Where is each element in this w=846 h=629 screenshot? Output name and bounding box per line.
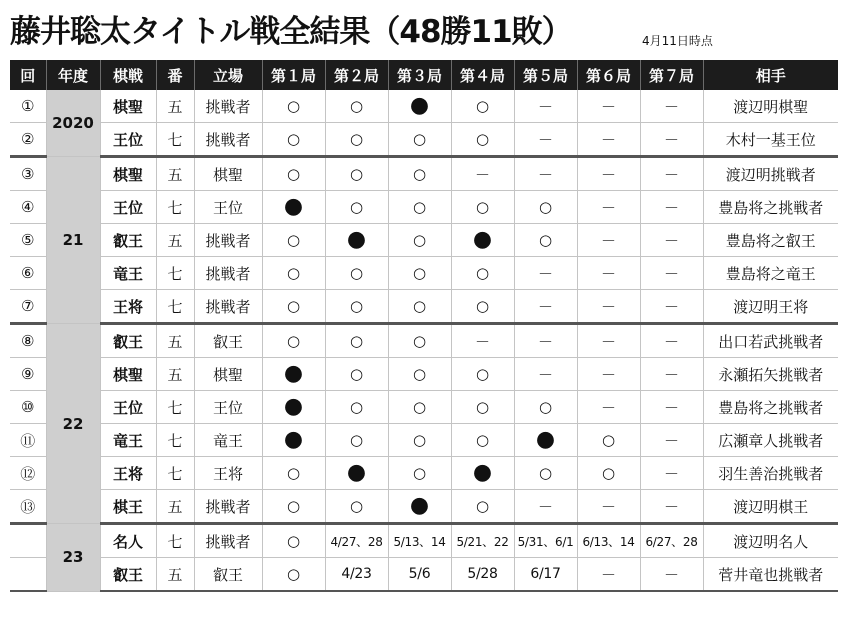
- match-length: 五: [156, 224, 194, 257]
- col-header-game3: 第３局: [388, 60, 451, 90]
- as-of-date: 4月11日時点: [642, 34, 713, 48]
- col-header-kisen: 棋戦: [100, 60, 156, 90]
- match-length: 七: [156, 524, 194, 558]
- round-number: ①: [10, 90, 46, 123]
- opponent-name: 渡辺明王将: [703, 290, 838, 324]
- game-result-game6: －: [577, 558, 640, 592]
- match-length: 七: [156, 290, 194, 324]
- game-result-game6: －: [577, 224, 640, 257]
- match-length: 七: [156, 424, 194, 457]
- game-result-game6: －: [577, 358, 640, 391]
- game-result-game4: ○: [451, 358, 514, 391]
- opponent-name: 渡辺明棋聖: [703, 90, 838, 123]
- round-number: ⑬: [10, 490, 46, 524]
- match-length: 七: [156, 457, 194, 490]
- game-result-game5: －: [514, 490, 577, 524]
- game-result-game5: ○: [514, 191, 577, 224]
- game-result-game3: ○: [388, 391, 451, 424]
- col-header-game2: 第２局: [325, 60, 388, 90]
- game-result-game4: 5/28: [451, 558, 514, 592]
- col-header-game4: 第４局: [451, 60, 514, 90]
- game-result-game3: 5/6: [388, 558, 451, 592]
- game-result-game4: ●: [451, 224, 514, 257]
- table-row: [10, 524, 838, 558]
- game-result-game5: ○: [514, 224, 577, 257]
- role: 王位: [194, 191, 262, 224]
- game-result-game1: ○: [262, 157, 325, 191]
- game-result-game3: ○: [388, 123, 451, 157]
- game-result-game1: ○: [262, 524, 325, 558]
- game-result-game1: ○: [262, 123, 325, 157]
- game-result-game7: －: [640, 558, 703, 592]
- opponent-name: 出口若武挑戦者: [703, 324, 838, 358]
- opponent-name: 渡辺明名人: [703, 524, 838, 558]
- table-row: [10, 558, 838, 592]
- title-bar: [10, 2, 840, 58]
- role: 挑戦者: [194, 490, 262, 524]
- opponent-name: 豊島将之挑戦者: [703, 391, 838, 424]
- year-cell: 2020: [46, 90, 100, 157]
- kisen-name: 名人: [100, 524, 156, 558]
- role: 挑戦者: [194, 123, 262, 157]
- game-result-game6: ○: [577, 424, 640, 457]
- game-result-game2: ○: [325, 157, 388, 191]
- game-result-game6: －: [577, 157, 640, 191]
- game-result-game5: －: [514, 324, 577, 358]
- kisen-name: 王位: [100, 123, 156, 157]
- game-result-game2: ○: [325, 424, 388, 457]
- game-result-game4: ●: [451, 457, 514, 490]
- game-result-game7: －: [640, 424, 703, 457]
- page-title: 藤井聡太タイトル戦全結果（48勝11敗）: [10, 14, 572, 50]
- table-row: [10, 391, 838, 424]
- game-result-game1: ○: [262, 558, 325, 592]
- col-header-ban: 番: [156, 60, 194, 90]
- game-result-game5: －: [514, 290, 577, 324]
- game-result-game7: －: [640, 191, 703, 224]
- match-length: 七: [156, 391, 194, 424]
- game-result-game4: ○: [451, 191, 514, 224]
- game-result-game7: －: [640, 224, 703, 257]
- table-row: [10, 157, 838, 191]
- table-row: [10, 324, 838, 358]
- game-result-game4: ○: [451, 257, 514, 290]
- col-header-game6: 第６局: [577, 60, 640, 90]
- opponent-name: 豊島将之挑戦者: [703, 191, 838, 224]
- role: 叡王: [194, 324, 262, 358]
- opponent-name: 永瀬拓矢挑戦者: [703, 358, 838, 391]
- round-number: ⑫: [10, 457, 46, 490]
- kisen-name: 叡王: [100, 558, 156, 592]
- game-result-game5: －: [514, 257, 577, 290]
- game-result-game1: ●: [262, 358, 325, 391]
- round-number: ④: [10, 191, 46, 224]
- game-result-game3: ○: [388, 324, 451, 358]
- game-result-game1: ●: [262, 191, 325, 224]
- opponent-name: 菅井竜也挑戦者: [703, 558, 838, 592]
- match-length: 五: [156, 157, 194, 191]
- game-result-game6: －: [577, 490, 640, 524]
- game-result-game5: ○: [514, 391, 577, 424]
- kisen-name: 棋聖: [100, 90, 156, 123]
- role: 挑戦者: [194, 90, 262, 123]
- game-result-game6: 6/13、14: [577, 524, 640, 558]
- role: 竜王: [194, 424, 262, 457]
- game-result-game5: 6/17: [514, 558, 577, 592]
- game-result-game5: ○: [514, 457, 577, 490]
- round-number: [10, 558, 46, 592]
- game-result-game2: ○: [325, 324, 388, 358]
- game-result-game2: ○: [325, 191, 388, 224]
- kisen-name: 棋聖: [100, 157, 156, 191]
- game-result-game2: ○: [325, 358, 388, 391]
- game-result-game1: ○: [262, 324, 325, 358]
- table-body: [10, 90, 838, 591]
- table-row: [10, 424, 838, 457]
- game-result-game3: ○: [388, 358, 451, 391]
- game-result-game2: ○: [325, 391, 388, 424]
- kisen-name: 王位: [100, 191, 156, 224]
- role: 挑戦者: [194, 524, 262, 558]
- opponent-name: 広瀬章人挑戦者: [703, 424, 838, 457]
- kisen-name: 王位: [100, 391, 156, 424]
- role: 棋聖: [194, 358, 262, 391]
- game-result-game2: ○: [325, 90, 388, 123]
- game-result-game1: ●: [262, 424, 325, 457]
- game-result-game2: ●: [325, 224, 388, 257]
- match-length: 五: [156, 490, 194, 524]
- role: 棋聖: [194, 157, 262, 191]
- game-result-game1: ○: [262, 457, 325, 490]
- game-result-game6: －: [577, 391, 640, 424]
- round-number: ②: [10, 123, 46, 157]
- game-result-game3: ○: [388, 424, 451, 457]
- game-result-game4: ○: [451, 290, 514, 324]
- year-cell: 23: [46, 524, 100, 592]
- game-result-game2: ○: [325, 290, 388, 324]
- game-result-game1: ○: [262, 490, 325, 524]
- game-result-game1: ○: [262, 290, 325, 324]
- opponent-name: 豊島将之竜王: [703, 257, 838, 290]
- game-result-game6: ○: [577, 457, 640, 490]
- game-result-game3: ○: [388, 257, 451, 290]
- table-row: [10, 224, 838, 257]
- role: 叡王: [194, 558, 262, 592]
- match-length: 五: [156, 358, 194, 391]
- round-number: ⑧: [10, 324, 46, 358]
- game-result-game4: 5/21、22: [451, 524, 514, 558]
- table-header: [10, 60, 838, 90]
- round-number: ⑥: [10, 257, 46, 290]
- kisen-name: 竜王: [100, 424, 156, 457]
- game-result-game7: －: [640, 290, 703, 324]
- game-result-game7: －: [640, 358, 703, 391]
- round-number: ⑨: [10, 358, 46, 391]
- table-row: [10, 358, 838, 391]
- table-row: [10, 123, 838, 157]
- col-header-game5: 第５局: [514, 60, 577, 90]
- game-result-game7: －: [640, 490, 703, 524]
- col-header-year: 年度: [46, 60, 100, 90]
- game-result-game2: 4/27、28: [325, 524, 388, 558]
- game-result-game3: ●: [388, 490, 451, 524]
- col-header-game7: 第７局: [640, 60, 703, 90]
- game-result-game1: ○: [262, 90, 325, 123]
- game-result-game7: －: [640, 157, 703, 191]
- game-result-game7: －: [640, 391, 703, 424]
- opponent-name: 羽生善治挑戦者: [703, 457, 838, 490]
- match-length: 五: [156, 558, 194, 592]
- game-result-game5: 5/31、6/1: [514, 524, 577, 558]
- table-row: [10, 90, 838, 123]
- game-result-game3: ●: [388, 90, 451, 123]
- opponent-name: 渡辺明棋王: [703, 490, 838, 524]
- game-result-game7: －: [640, 324, 703, 358]
- col-header-opponent: 相手: [703, 60, 838, 90]
- match-length: 七: [156, 123, 194, 157]
- game-result-game3: ○: [388, 157, 451, 191]
- game-result-game5: ●: [514, 424, 577, 457]
- kisen-name: 棋王: [100, 490, 156, 524]
- round-number: ⑤: [10, 224, 46, 257]
- table-row: [10, 290, 838, 324]
- round-number: ⑪: [10, 424, 46, 457]
- game-result-game2: ●: [325, 457, 388, 490]
- col-header-game1: 第１局: [262, 60, 325, 90]
- game-result-game3: ○: [388, 224, 451, 257]
- match-length: 五: [156, 324, 194, 358]
- game-result-game4: －: [451, 157, 514, 191]
- game-result-game5: －: [514, 358, 577, 391]
- year-cell: 22: [46, 324, 100, 524]
- match-length: 七: [156, 191, 194, 224]
- match-length: 七: [156, 257, 194, 290]
- game-result-game6: －: [577, 191, 640, 224]
- role: 王位: [194, 391, 262, 424]
- kisen-name: 竜王: [100, 257, 156, 290]
- table-row: [10, 257, 838, 290]
- kisen-name: 叡王: [100, 224, 156, 257]
- game-result-game4: ○: [451, 490, 514, 524]
- game-result-game4: ○: [451, 123, 514, 157]
- game-result-game4: －: [451, 324, 514, 358]
- game-result-game6: －: [577, 290, 640, 324]
- year-cell: 21: [46, 157, 100, 324]
- game-result-game2: ○: [325, 123, 388, 157]
- game-result-game2: ○: [325, 490, 388, 524]
- opponent-name: 渡辺明挑戦者: [703, 157, 838, 191]
- header-row: [10, 60, 838, 90]
- round-number: ⑩: [10, 391, 46, 424]
- game-result-game3: ○: [388, 290, 451, 324]
- game-result-game7: －: [640, 90, 703, 123]
- game-result-game6: －: [577, 123, 640, 157]
- game-result-game3: ○: [388, 457, 451, 490]
- game-result-game4: ○: [451, 391, 514, 424]
- opponent-name: 豊島将之叡王: [703, 224, 838, 257]
- table-row: [10, 457, 838, 490]
- game-result-game3: 5/13、14: [388, 524, 451, 558]
- role: 王将: [194, 457, 262, 490]
- game-result-game2: 4/23: [325, 558, 388, 592]
- game-result-game3: ○: [388, 191, 451, 224]
- game-result-game7: －: [640, 457, 703, 490]
- round-number: ⑦: [10, 290, 46, 324]
- game-result-game5: －: [514, 157, 577, 191]
- game-result-game5: －: [514, 90, 577, 123]
- kisen-name: 王将: [100, 290, 156, 324]
- kisen-name: 叡王: [100, 324, 156, 358]
- table-row: [10, 490, 838, 524]
- game-result-game6: －: [577, 324, 640, 358]
- game-result-game5: －: [514, 123, 577, 157]
- round-number: ③: [10, 157, 46, 191]
- table-row: [10, 191, 838, 224]
- game-result-game7: 6/27、28: [640, 524, 703, 558]
- game-result-game6: －: [577, 257, 640, 290]
- opponent-name: 木村一基王位: [703, 123, 838, 157]
- col-header-round: 回: [10, 60, 46, 90]
- round-number: [10, 524, 46, 558]
- match-length: 五: [156, 90, 194, 123]
- kisen-name: 王将: [100, 457, 156, 490]
- game-result-game4: ○: [451, 424, 514, 457]
- game-result-game2: ○: [325, 257, 388, 290]
- results-table: [10, 60, 838, 592]
- game-result-game7: －: [640, 257, 703, 290]
- game-result-game6: －: [577, 90, 640, 123]
- kisen-name: 棋聖: [100, 358, 156, 391]
- col-header-role: 立場: [194, 60, 262, 90]
- game-result-game4: ○: [451, 90, 514, 123]
- role: 挑戦者: [194, 224, 262, 257]
- game-result-game1: ●: [262, 391, 325, 424]
- game-result-game1: ○: [262, 224, 325, 257]
- role: 挑戦者: [194, 290, 262, 324]
- game-result-game1: ○: [262, 257, 325, 290]
- game-result-game7: －: [640, 123, 703, 157]
- role: 挑戦者: [194, 257, 262, 290]
